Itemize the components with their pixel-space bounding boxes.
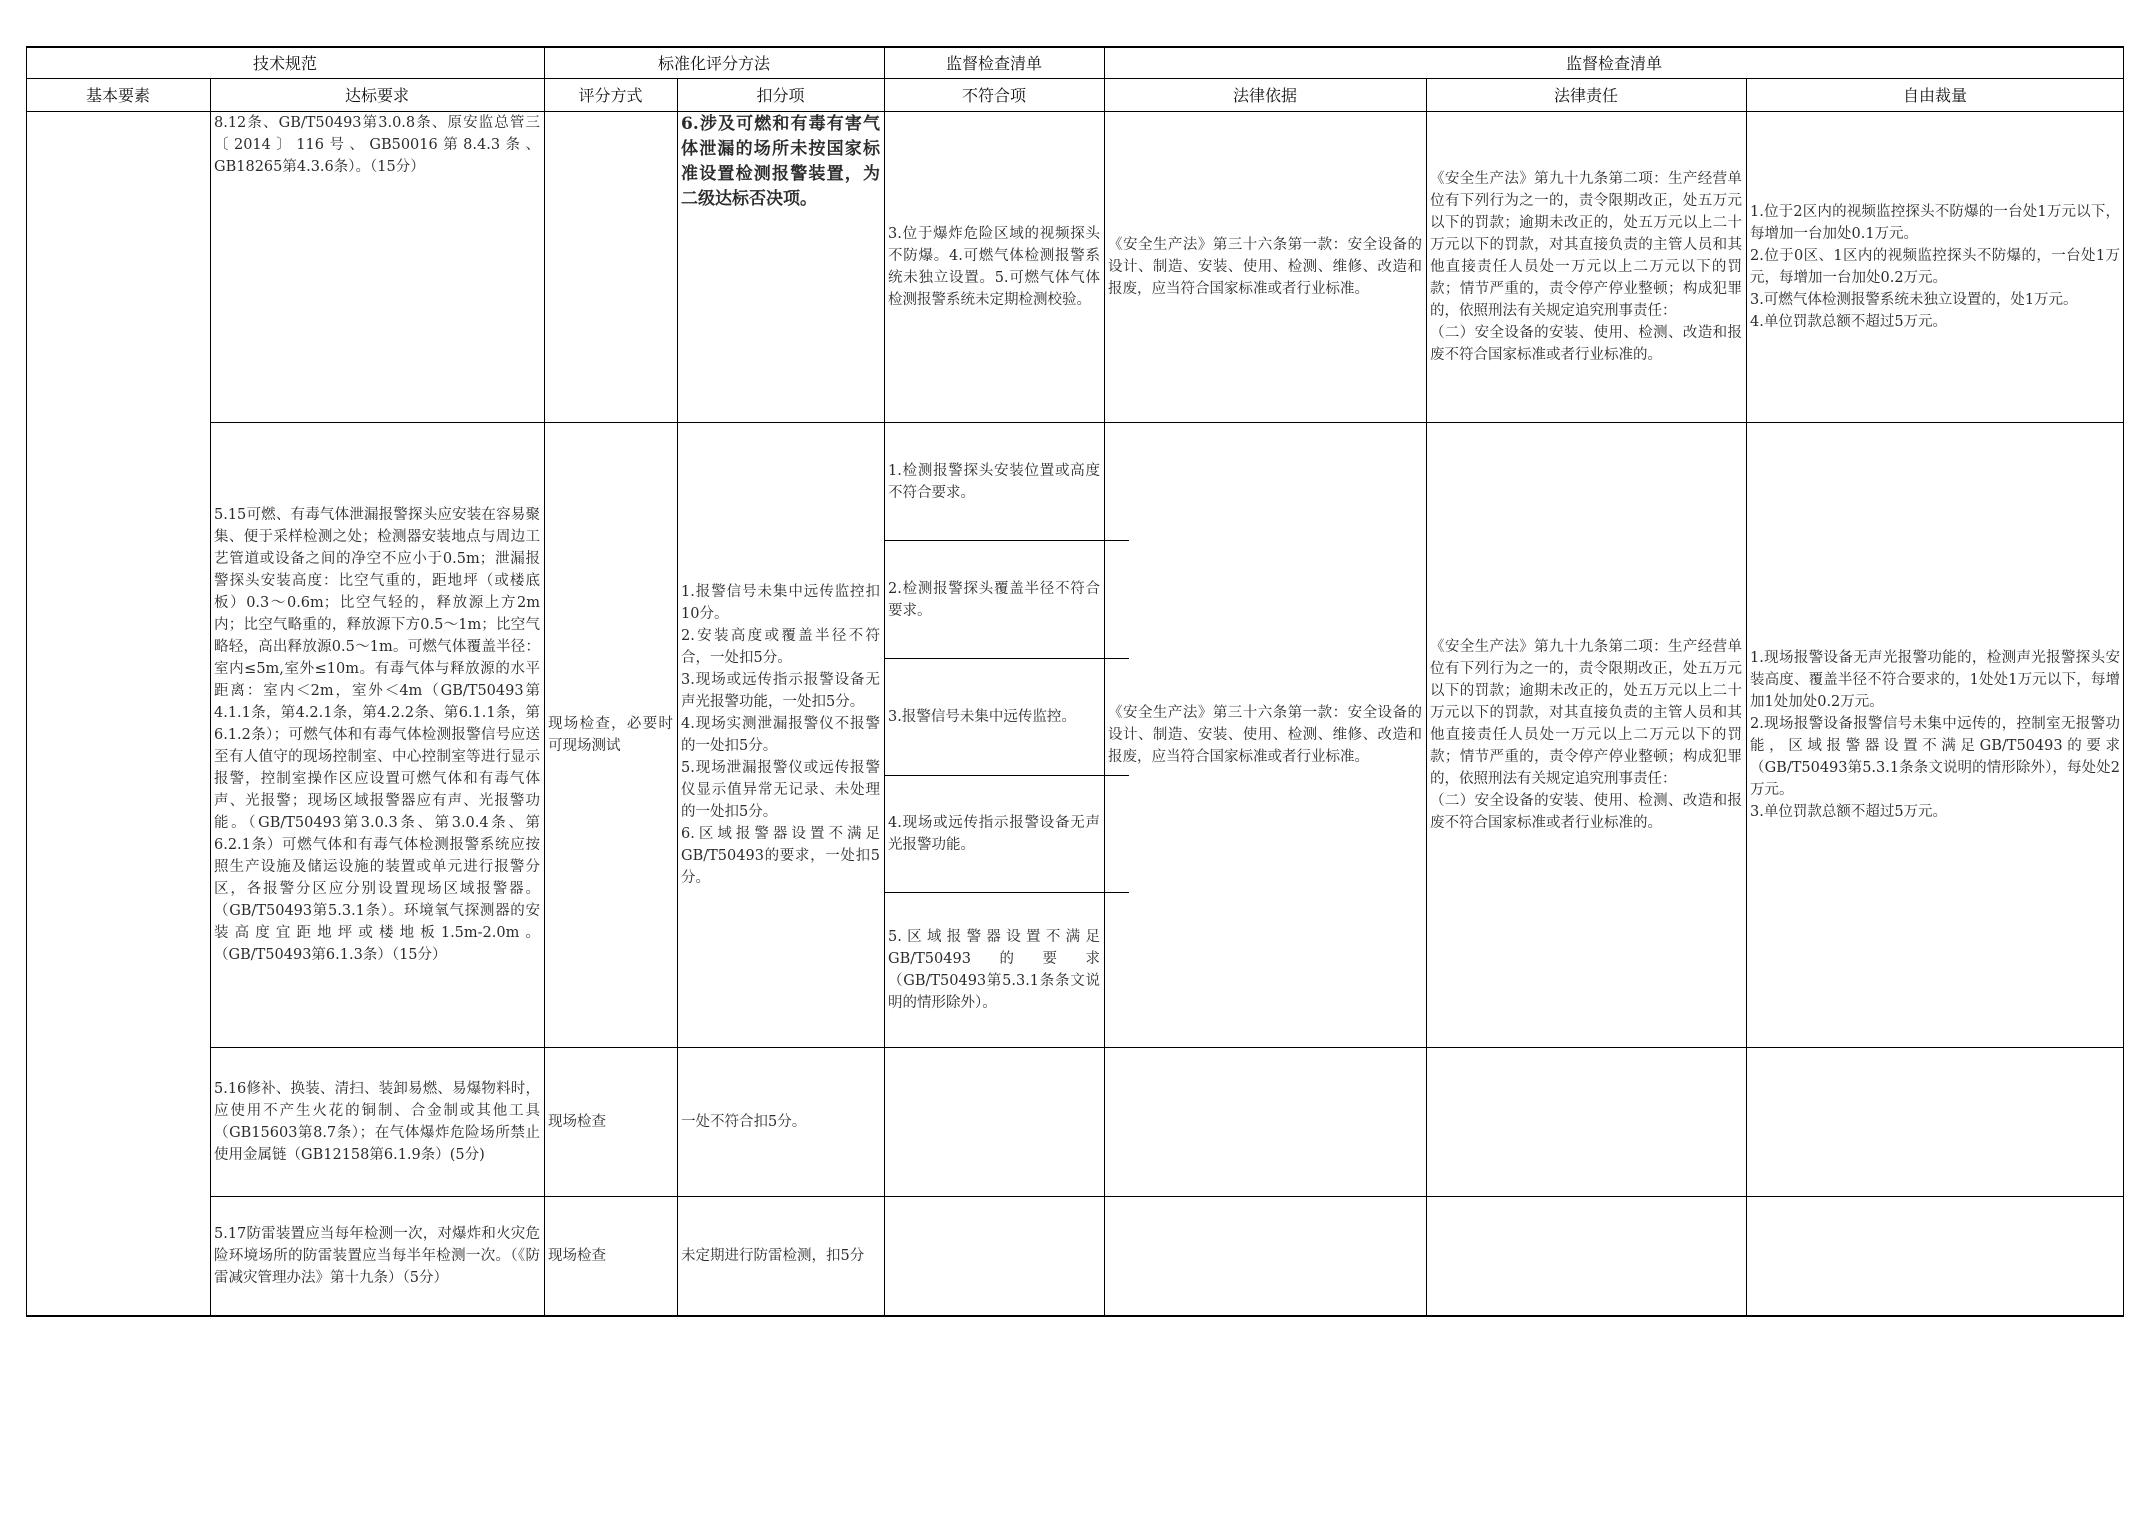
row3-method: 现场检查	[548, 1114, 606, 1130]
row2-discretion: 1.现场报警设备无声光报警功能的，检测声光报警探头安装高度、覆盖半径不符合要求的，1处处1万元以下，每增加1处加处0.2万元。 2.现场报警设备报警信号未集中远传的，控制室无报警功能，区域报警器设置不满足GB/T50493的要求（GB/T50493第5.3.1条条文说明的情形除外），每处处2万元。 3.单位罚款总额不超过5万元。	[1750, 650, 2120, 820]
header-method: 评分方式	[578, 86, 643, 105]
row3-deduction: 一处不符合扣5分。	[681, 1114, 807, 1130]
row2-nonconformity-5: 5.区域报警器设置不满足GB/T50493的要求（GB/T50493第5.3.1条条文说明的情形除外）。	[888, 929, 1100, 1011]
header-requirement: 达标要求	[344, 86, 409, 105]
header-legal-liability: 法律责任	[1553, 86, 1618, 105]
inspection-table	[26, 46, 2124, 1316]
header-basic: 基本要素	[85, 86, 150, 105]
row1-legal-liability: 《安全生产法》第九十九条第二项：生产经营单位有下列行为之一的，责令限期改正，处五万元以下的罚款；逾期未改正的，处五万元以上二十万元以下的罚款，对其直接负责的主管人员和其他直接责任人员处一万元以上二万元以下的罚款；情节严重的，责令停产停业整顿；构成犯罪的，依照刑法有关规定追究刑事责任： （二）安全设备的安装、使用、检测、改造和报废不符合国家标准或者行业标准的。	[1430, 171, 1742, 363]
row3-requirement: 5.16修补、换装、清扫、装卸易燃、易爆物料时，应使用不产生火花的铜制、合金制或其他工具（GB15603第8.7条）；在气体爆炸危险场所禁止使用金属链（GB12158第6.1.9条）(5分)	[214, 1081, 540, 1163]
row2-requirement: 5.15可燃、有毒气体泄漏报警探头应安装在容易聚集、便于采样检测之处；检测器安装地点与周边工艺管道或设备之间的净空不应小于0.5m；泄漏报警探头安装高度：比空气重的，距地坪（或楼底板）0.3～0.6m；比空气轻的，释放源上方2m内；比空气略重的，释放源下方0.5～1m；比空气略轻，高出释放源0.5～1m。可燃气体覆盖半径：室内≤5m,室外≤10m。有毒气体与释放源的水平距离：室内＜2m，室外＜4m（GB/T50493第4.1.1条，第4.2.1条，第4.2.2条、第6.1.1条，第6.1.2条）；可燃气体和有毒气体检测报警信号应送至有人值守的现场控制室、中心控制室等进行显示报警，控制室操作区应设置可燃气体和有毒气体声、光报警；现场区域报警器应有声、光报警功能。（GB/T50493第3.0.3条、第3.0.4条、第6.2.1条）可燃气体和有毒气体检测报警系统应按照生产设施及储运设施的装置或单元进行报警分区，各报警分区应分别设置现场区域报警器。（GB/T50493第5.3.1条）。环境氧气探测器的安装高度宜距地坪或楼地板1.5m-2.0m。（GB/T50493第6.1.3条）（15分）	[214, 507, 540, 963]
row2-nonconformity-4: 4.现场或远传指示报警设备无声光报警功能。	[888, 815, 1100, 853]
header-group-check: 监督检查清单	[945, 53, 1042, 73]
row2-nonconformity-1: 1.检测报警探头安装位置或高度不符合要求。	[888, 462, 1100, 501]
row1-nonconformity: 3.位于爆炸危险区域的视频探头不防爆。4.可燃气体检测报警系统未独立设置。5.可燃气体气体检测报警系统未定期检测校验。	[888, 226, 1100, 308]
header-group-method: 标准化评分方法	[657, 53, 770, 73]
header-discretion: 自由裁量	[1902, 86, 1967, 105]
row2-legal-liability: 《安全生产法》第九十九条第二项：生产经营单位有下列行为之一的，责令限期改正，处五万元以下的罚款；逾期未改正的，处五万元以上二十万元以下的罚款，对其直接负责的主管人员和其他直接责任人员处一万元以上二万元以下的罚款；情节严重的，责令停产停业整顿；构成犯罪的，依照刑法有关规定追究刑事责任： （二）安全设备的安装、使用、检测、改造和报废不符合国家标准或者行业标准的。	[1430, 639, 1742, 831]
row1-discretion: 1.位于2区内的视频监控探头不防爆的一台处1万元以下，每增加一台加处0.1万元。 2.位于0区、1区内的视频监控探头不防爆的，一台处1万元，每增加一台加处0.2万元。 3.可燃气体检测报警系统未独立设置的，处1万元。 4.单位罚款总额不超过5万元。	[1750, 204, 2120, 330]
row4-deduction: 未定期进行防雷检测，扣5分	[681, 1248, 865, 1264]
row2-legal-basis: 《安全生产法》第三十六条第一款：安全设备的设计、制造、安装、使用、检测、维修、改造和报废，应当符合国家标准或者行业标准。	[1108, 705, 1422, 765]
row4-requirement: 5.17防雷装置应当每年检测一次，对爆炸和火灾危险环境场所的防雷装置应当每半年检测一次。（《防雷减灾管理办法》第十九条）（5分）	[214, 1226, 540, 1286]
row1-legal-basis: 《安全生产法》第三十六条第一款：安全设备的设计、制造、安装、使用、检测、维修、改造和报废，应当符合国家标准或者行业标准。	[1108, 237, 1422, 297]
header-legal-basis: 法律依据	[1232, 86, 1297, 105]
row4-method: 现场检查	[548, 1248, 606, 1264]
row2-deduction: 1.报警信号未集中远传监控扣10分。 2.安装高度或覆盖半径不符合，一处扣5分。 3.现场或远传指示报警设备无声光报警功能，一处扣5分。 4.现场实测泄漏报警仪不报警的一处扣5分。 5.现场泄漏报警仪或远传报警仪显示值异常无记录、未处理的一处扣5分。 6.区域报警器设置不满足GB/T50493的要求，一处扣5分。	[681, 584, 880, 886]
row2-nonconformity-3: 3.报警信号未集中远传监控。	[888, 709, 1076, 725]
row2-method: 现场检查，必要时可现场测试	[548, 716, 673, 754]
header-deduct: 扣分项	[756, 86, 805, 105]
header-group-check2: 监督检查清单	[1565, 53, 1662, 73]
row2-nonconformity-2: 2.检测报警探头覆盖半径不符合要求。	[888, 580, 1100, 619]
header-nonconformity: 不符合项	[961, 86, 1026, 105]
header-group-tech: 技术规范	[252, 53, 317, 73]
row1-deduction: 6.涉及可燃和有毒有害气体泄漏的场所未按国家标准设置检测报警装置，为二级达标否决项。	[681, 114, 880, 209]
row1-requirement: 8.12条、GB/T50493第3.0.8条、原安监总管三〔2014〕116号、GB50016第8.4.3条、GB18265第4.3.6条）。（15分）	[214, 115, 540, 175]
